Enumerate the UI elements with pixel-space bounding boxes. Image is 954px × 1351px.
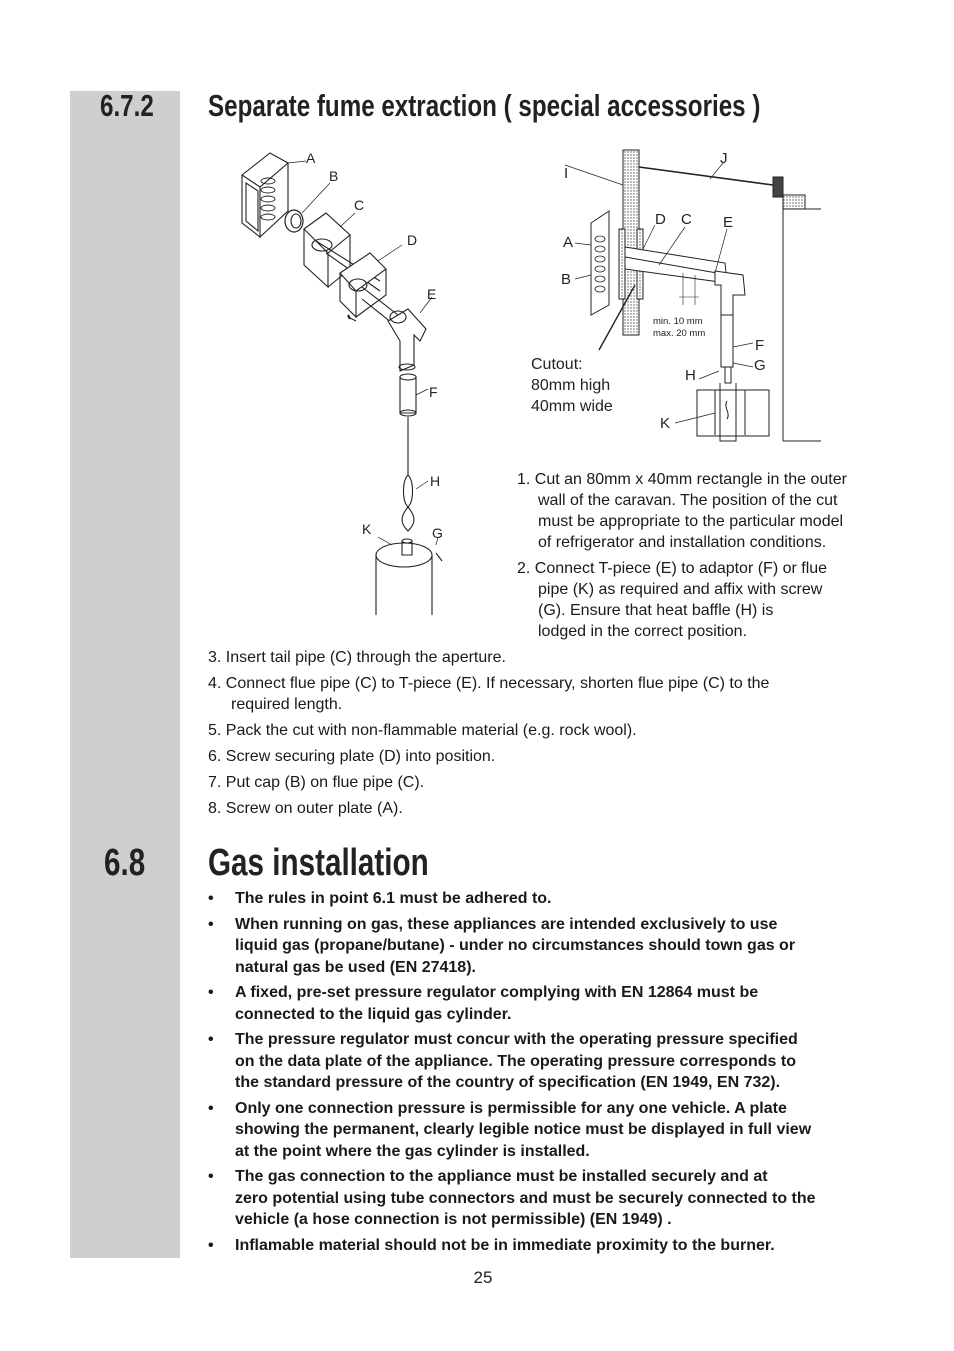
instruction-line: 8. Screw on outer plate (A). [208,800,403,817]
instruction-line: 1. Cut an 80mm x 40mm rectangle in the outer [517,471,847,488]
bullet-line: showing the permanent, clearly legible notice must be displayed in full view [235,1121,812,1138]
bullet-line: liquid gas (propane/butane) - under no circumstances should town gas or [235,937,796,954]
list-item [208,1235,898,1257]
section-number-68: 6.8 [104,842,146,884]
list-item [208,746,888,767]
list-item [208,772,888,793]
label-K-right: K [660,415,671,432]
instruction-line: wall of the caravan. The position of the cut [538,492,838,509]
list-item [208,888,898,910]
list-item [517,558,897,642]
bullet-line: the standard pressure of the country of specification (EN 1949, EN 732). [235,1074,781,1091]
bullet-line: • A fixed, pre-set pressure regulator complying with EN 12864 must be [235,984,759,1001]
label-C-left: C [354,197,365,213]
list-item [208,914,898,979]
dimension-min: min. 10 mm [653,316,703,327]
cutout-line: 40mm wide [531,398,613,415]
section-title-68: Gas installation [208,842,429,884]
label-D-right: D [655,211,666,228]
label-G-right: G [754,357,766,374]
bullet-line: connected to the liquid gas cylinder. [235,1005,512,1023]
cutout-line: Cutout: [531,356,583,373]
gas-rules-list [208,888,898,1260]
instruction-line: of refrigerator and installation conditions. [538,534,827,551]
list-item [208,1166,898,1231]
bullet-line: vehicle (a hose connection is not permissible) (EN 1949) . [235,1211,672,1228]
instruction-line: pipe (K) as required and affix with screw [538,581,823,598]
list-item [208,673,888,715]
instruction-line: 7. Put cap (B) on flue pipe (C). [208,774,425,791]
list-item [208,982,898,1025]
list-item [208,720,888,741]
section-title-672: Separate fume extraction ( special accessories ) [208,88,761,123]
bullet-line: zero potential using tube connectors and must be securely connected to the [235,1189,816,1207]
instruction-line: 2. Connect T-piece (E) to adaptor (F) or flue [517,560,828,577]
label-F-left: F [429,384,438,400]
label-A-left: A [306,150,316,166]
page-number: 25 [473,1268,493,1287]
cutout-note [531,354,613,417]
bullet-line: at the point where the gas cylinder is installed. [235,1142,590,1160]
label-H-right: H [685,367,696,384]
label-A-right: A [563,234,574,251]
instruction-line: 5. Pack the cut with non-flammable material (e.g. rock wool). [208,722,637,739]
label-G-left: G [432,525,443,541]
label-C-right: C [681,211,692,228]
figure-exploded-view [230,145,460,620]
list-item [208,1029,898,1094]
instruction-line: required length. [231,696,343,713]
label-E-right: E [723,214,734,231]
instructions-list [208,647,888,824]
list-item [208,1098,898,1163]
bullet-line: on the data plate of the appliance. The operating pressure corresponds to [235,1052,796,1070]
bullet-line: • Only one connection pressure is permissible for any one vehicle. A plate [235,1099,787,1117]
list-item [208,647,888,668]
instruction-line: 4. Connect flue pipe (C) to T-piece (E). If necessary, shorten flue pipe (C) to the [208,675,770,692]
bullet-line: • The gas connection to the appliance must be installed securely and at [235,1168,768,1185]
label-E-left: E [427,286,437,302]
label-K-left: K [362,521,372,537]
dimension-max: max. 20 mm [653,328,706,339]
section-number-672: 6.7.2 [100,88,154,123]
list-item [208,798,888,819]
instruction-line: (G). Ensure that heat baffle (H) is [538,602,774,619]
instruction-line: must be appropriate to the particular model [538,513,844,530]
label-F-right: F [755,337,765,354]
label-J-right: J [720,150,728,167]
bullet-line: • When running on gas, these appliances are intended exclusively to use [235,915,778,933]
list-item [517,469,897,553]
label-H-left: H [430,473,441,489]
bullet-line: • The pressure regulator must concur with the operating pressure specified [235,1031,798,1048]
label-B-right: B [561,271,572,288]
label-I-right: I [564,165,569,182]
bullet-line: • The rules in point 6.1 must be adhered to. [235,890,552,907]
label-B-left: B [329,168,339,184]
bullet-line: natural gas be used (EN 27418). [235,958,476,976]
section-sidebar [70,91,180,1258]
instructions-right-list [517,469,897,647]
cutout-line: 80mm high [531,377,611,394]
instruction-line: lodged in the correct position. [538,623,748,640]
label-D-left: D [407,232,418,248]
instruction-line: 3. Insert tail pipe (C) through the aperture. [208,649,506,666]
instruction-line: 6. Screw securing plate (D) into position. [208,748,496,765]
bullet-line: • Inflamable material should not be in immediate proximity to the burner. [235,1236,775,1254]
